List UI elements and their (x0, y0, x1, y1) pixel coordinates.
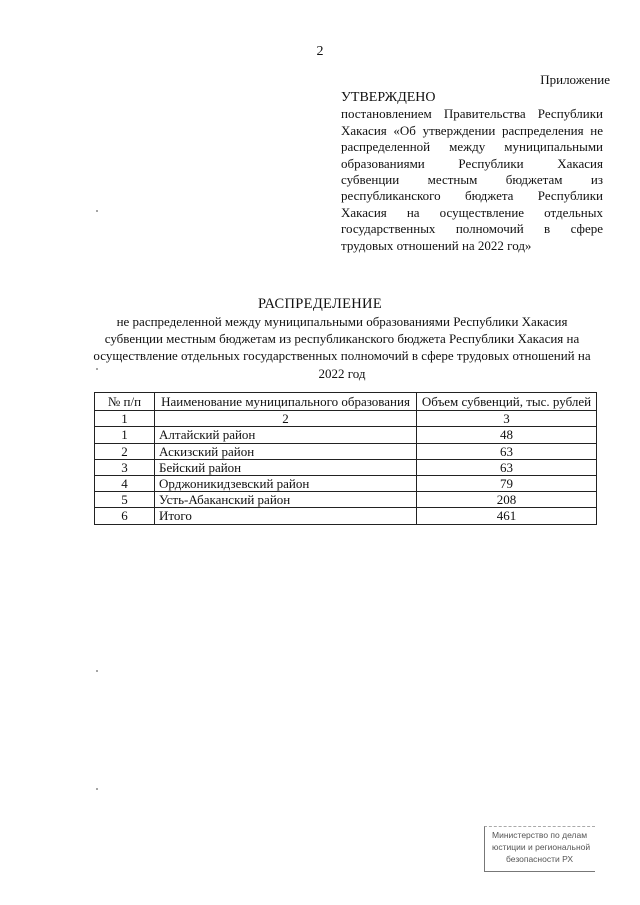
approval-block (341, 90, 603, 254)
distribution-table (94, 392, 597, 525)
approved-heading: УТВЕРЖДЕНО (341, 90, 436, 105)
row-municipality: Орджоникидзевский район (155, 476, 417, 492)
row-municipality: Аскизский район (155, 443, 417, 459)
table-row (95, 459, 597, 475)
row-number: 6 (95, 508, 155, 524)
scan-mark (96, 788, 98, 790)
stamp-line: юстиции и региональной (492, 842, 591, 852)
stamp-line: безопасности РХ (506, 854, 574, 864)
table-row (95, 492, 597, 508)
row-value: 461 (417, 508, 597, 524)
header-municipality: Наименование муниципального образования (155, 393, 417, 411)
row-number: 4 (95, 476, 155, 492)
table-row (95, 443, 597, 459)
column-index: 3 (417, 411, 597, 427)
header-number: № п/п (95, 393, 155, 411)
table-header-row (95, 393, 597, 411)
scan-mark (96, 368, 98, 370)
stamp-line: Министерство по делам (492, 830, 588, 840)
document-subtitle: не распределенной между муниципальными образованиями Республики Хакасия субвенции местным бюджетам из республиканского бюджета Республики Хакасия на осуществление отдельных государственных полномочий в сфере трудовых отношений на 2022 год (93, 314, 591, 381)
document-title: РАСПРЕДЕЛЕНИЕ (258, 296, 382, 312)
row-value: 208 (417, 492, 597, 508)
row-number: 5 (95, 492, 155, 508)
row-number: 3 (95, 459, 155, 475)
table-total-row (95, 508, 597, 524)
table-row (95, 476, 597, 492)
row-municipality: Итого (155, 508, 417, 524)
column-index: 2 (155, 411, 417, 427)
column-index-row (95, 411, 597, 427)
table-row (95, 427, 597, 443)
row-value: 48 (417, 427, 597, 443)
column-index: 1 (95, 411, 155, 427)
page-number: 2 (316, 44, 324, 59)
row-municipality: Усть-Абаканский район (155, 492, 417, 508)
approval-text: постановлением Правительства Республики Хакасия «Об утверждении распределения не распределенной между муниципальными образованиями Республики Хакасия субвенции местным бюджетам из республиканского бюджета Республики Хакасия на осуществление отдельных государственных полномочий в сфере трудовых отношений на 2022 год» (341, 106, 603, 253)
row-number: 2 (95, 443, 155, 459)
registration-stamp (484, 820, 598, 876)
row-municipality: Бейский район (155, 459, 417, 475)
scan-mark (96, 670, 98, 672)
row-municipality: Алтайский район (155, 427, 417, 443)
appendix-label: Приложение (540, 72, 610, 87)
row-number: 1 (95, 427, 155, 443)
header-subvention-amount: Объем субвенций, тыс. рублей (417, 393, 597, 411)
row-value: 63 (417, 443, 597, 459)
row-value: 63 (417, 459, 597, 475)
row-value: 79 (417, 476, 597, 492)
scan-mark (96, 210, 98, 212)
